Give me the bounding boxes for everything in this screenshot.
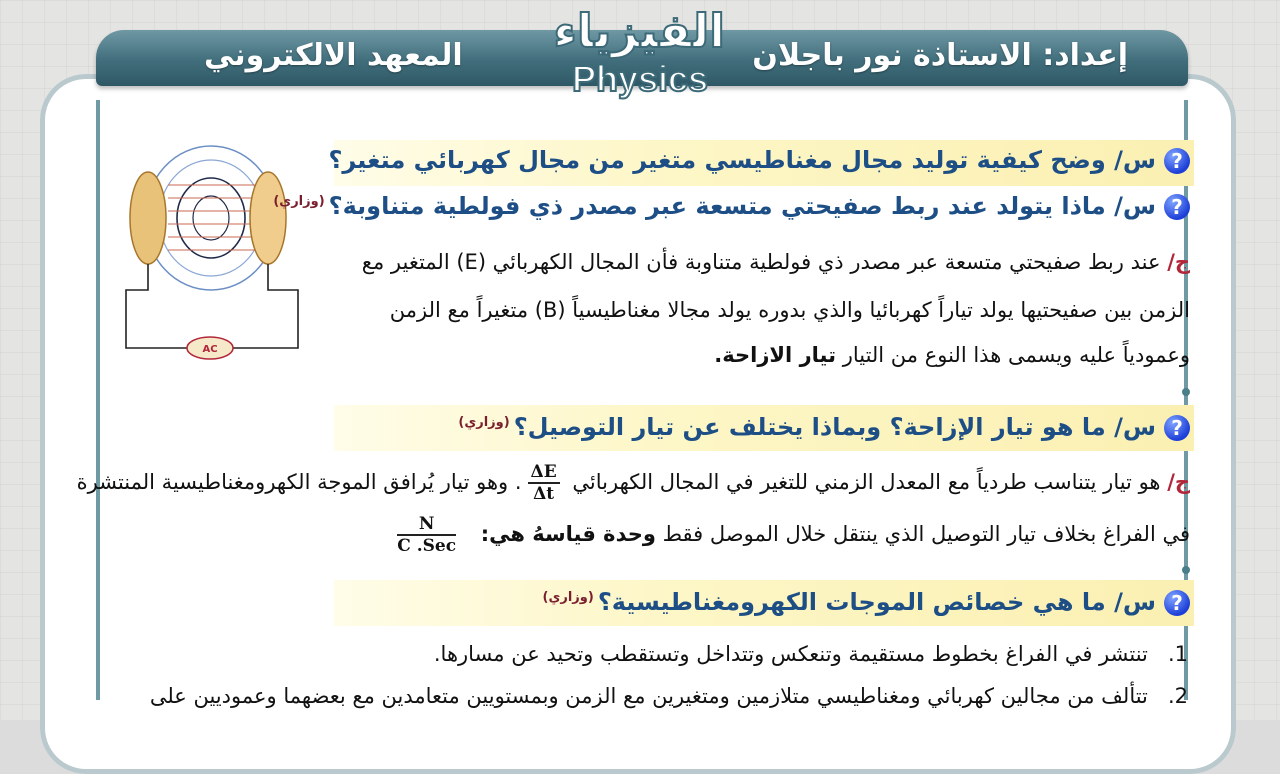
left-border-line xyxy=(96,100,100,700)
answer-lead: ج/ xyxy=(1167,250,1190,274)
question-2-text: س/ ماذا يتولد عند ربط صفيحتي متسعة عبر مصدر ذي فولطية متناوبة؟ xyxy=(328,192,1156,220)
ministerial-tag: (وزاري) xyxy=(458,415,510,430)
ministerial-tag: (وزاري) xyxy=(273,194,325,209)
field-loop-core xyxy=(193,196,229,240)
list-item-text: تتألف من مجالين كهربائي ومغناطيسي متلازمين ومتغيرين مع الزمن وبمستويين متعامدين مع بعضهما وعموديين على xyxy=(149,684,1148,708)
wire-right xyxy=(233,264,298,348)
question-1-text: س/ وضح كيفية توليد مجال مغناطيسي متغير من مجال كهربائي متغير؟ xyxy=(328,146,1156,174)
list-item xyxy=(434,642,1188,666)
answer-1-bold-term: تيار الازاحة. xyxy=(714,343,836,367)
answer-1-text-3: وعمودياً عليه ويسمى هذا النوع من التيار xyxy=(842,343,1190,367)
left-plate xyxy=(130,172,166,264)
answer-lead: ج/ xyxy=(1167,470,1190,494)
list-item xyxy=(150,684,1188,708)
logo-arabic: الفيزياء xyxy=(553,4,725,58)
capacitor-diagram xyxy=(108,140,313,365)
ministerial-tag: (وزاري) xyxy=(542,590,594,605)
question-icon: ? xyxy=(1164,590,1190,616)
answer-2-text-2: في الفراغ بخلاف تيار التوصيل الذي ينتقل خلال الموصل فقط xyxy=(662,522,1190,546)
list-item-number: 1. xyxy=(1167,642,1188,666)
logo-english: Physics xyxy=(571,58,709,99)
answer-1-text-1: عند ربط صفيحتي متسعة عبر مصدر ذي فولطية متناوبة فأن المجال الكهربائي (E) المتغير مع xyxy=(361,250,1161,274)
list-item-text: تنتشر في الفراغ بخطوط مستقيمة وتنعكس وتتداخل وتستقطب وتحيد عن مسارها. xyxy=(433,642,1148,666)
list-item-number: 2. xyxy=(1167,684,1188,708)
physics-logo xyxy=(555,0,725,110)
question-1 xyxy=(328,146,1190,174)
answer-1-line-3 xyxy=(714,343,1190,367)
institute-label: المعهد الالكتروني xyxy=(204,38,463,73)
question-4-text: س/ ما هي خصائص الموجات الكهرومغناطيسية؟ xyxy=(597,588,1156,616)
answer-2-text-1: هو تيار يتناسب طردياً مع المعدل الزمني للتغير في المجال الكهربائي xyxy=(572,470,1161,494)
question-icon: ? xyxy=(1164,194,1190,220)
wire-left xyxy=(126,264,188,348)
question-4 xyxy=(543,588,1190,616)
delta-e-over-delta-t: $\frac{\Delta E}{\Delta t}$ xyxy=(528,462,560,504)
answer-2-line-1 xyxy=(77,462,1190,504)
question-icon: ? xyxy=(1164,148,1190,174)
question-2 xyxy=(273,192,1190,220)
answer-2-line-2 xyxy=(391,514,1190,556)
border-dot xyxy=(1182,388,1190,396)
field-loop-inner xyxy=(177,178,245,258)
answer-1-text-2: الزمن بين صفيحتيها يولد تياراً كهربائيا والذي بدوره يولد مجالا مغناطيسياً (B) متغيراً مع الزمن xyxy=(389,298,1190,322)
answer-1-line-2 xyxy=(390,298,1190,322)
answer-2-text-1b: . وهو تيار يُرافق الموجة الكهرومغناطيسية المنتشرة xyxy=(76,470,522,494)
border-dot xyxy=(1182,566,1190,574)
author-label: إعداد: الاستاذة نور باجلان xyxy=(752,38,1128,73)
answer-1-line-1 xyxy=(362,250,1190,274)
question-3 xyxy=(458,413,1190,441)
ac-source-label: AC xyxy=(202,344,218,355)
question-3-text: س/ ما هو تيار الإزاحة؟ وبماذا يختلف عن تيار التوصيل؟ xyxy=(513,413,1156,441)
unit-label: وحدة قياسهُ هي: xyxy=(480,522,656,546)
question-icon: ? xyxy=(1164,415,1190,441)
unit-fraction: $\frac{N}{\text{C .Sec}}$ xyxy=(397,514,457,556)
